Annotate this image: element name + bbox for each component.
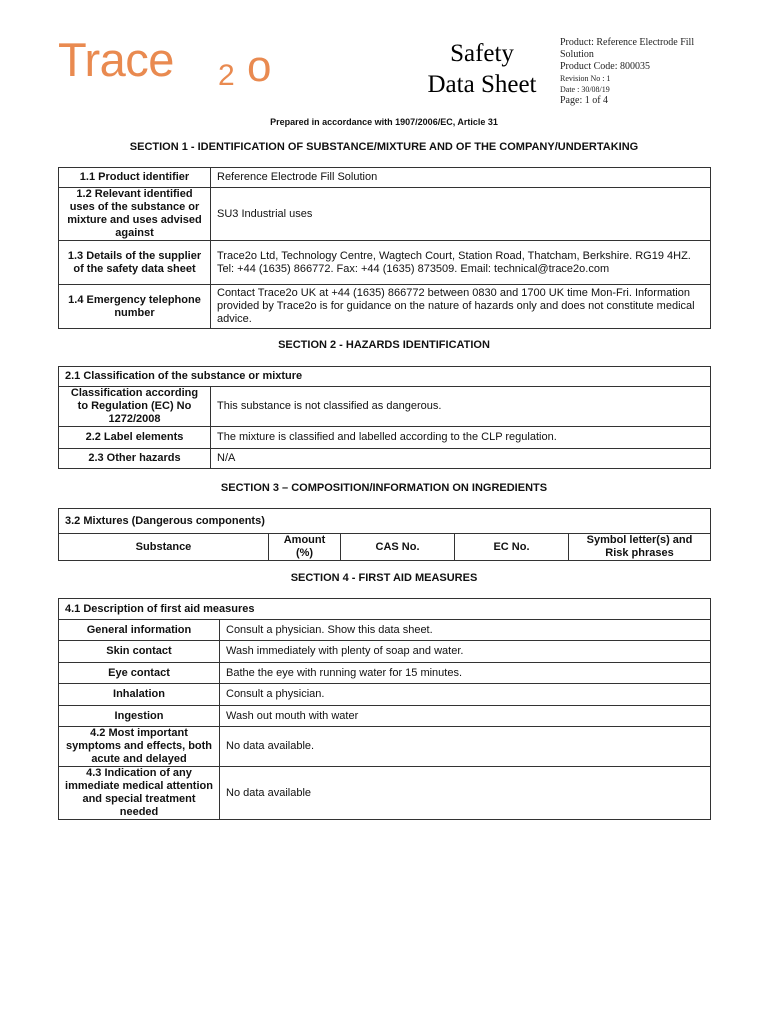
row-label: 2.2 Label elements [59,427,211,449]
table-row [59,285,711,329]
row-label: Classification according to Regulation (EC) No 1272/2008 [59,387,211,427]
row-label: 2.3 Other hazards [59,449,211,469]
title-line-2: Data Sheet [427,71,537,98]
subsection-header: 4.1 Description of first aid measures [59,599,711,620]
subsection-header: 3.2 Mixtures (Dangerous components) [59,509,711,534]
document-meta [560,37,730,107]
section-4-table [58,598,711,820]
table-row [59,387,711,427]
table-row [59,241,711,285]
section-1-title: SECTION 1 - IDENTIFICATION OF SUBSTANCE/MIXTURE AND OF THE COMPANY/UNDERTAKING [129,141,639,153]
row-value: Bathe the eye with running water for 15 minutes. [220,663,711,684]
row-label: 1.2 Relevant identified uses of the substance or mixture and uses advised against [59,188,211,241]
row-value: The mixture is classified and labelled according to the CLP regulation. [211,427,711,449]
logo-subscript: 2 [218,59,235,92]
title-line-1: Safety [450,40,514,67]
row-value: No data available. [220,727,711,767]
document-date: Date : 30/08/19 [560,85,610,94]
section-3-table [58,508,711,561]
page-number: Page: 1 of 4 [560,95,609,106]
section-2-title: SECTION 2 - HAZARDS IDENTIFICATION [278,339,490,351]
row-value: Reference Electrode Fill Solution [211,168,711,188]
table-row [59,641,711,663]
section-1-table [58,167,711,329]
table-header-row [59,509,711,534]
table-row [59,727,711,767]
table-row [59,427,711,449]
row-label: 1.4 Emergency telephone number [59,285,211,329]
row-label: 1.3 Details of the supplier of the safety data sheet [59,241,211,285]
column-header-row [59,534,711,561]
row-value: No data available [220,767,711,820]
revision-number: Revision No : 1 [560,74,611,83]
table-row [59,620,711,641]
row-value: SU3 Industrial uses [211,188,711,241]
row-label: Eye contact [59,663,220,684]
column-header-substance: Substance [59,534,269,561]
table-row [59,168,711,188]
row-value: Consult a physician. Show this data sheet. [220,620,711,641]
row-label: General information [59,620,220,641]
column-header-ec: EC No. [455,534,569,561]
table-header-row [59,367,711,387]
row-value: Consult a physician. [220,684,711,706]
table-row [59,449,711,469]
section-2-table [58,366,711,469]
subsection-header: 2.1 Classification of the substance or mixture [59,367,711,387]
row-value: Wash immediately with plenty of soap and water. [220,641,711,663]
column-header-amount: Amount (%) [269,534,341,561]
table-row [59,663,711,684]
table-row [59,706,711,727]
logo-wordmark: Trace [58,33,174,86]
column-header-cas: CAS No. [341,534,455,561]
row-value: Contact Trace2o UK at +44 (1635) 866772 between 0830 and 1700 UK time Mon-Fri. Information provided by Trace2o is for guidance on the nature of hazards only and does not constitute medical advice. [211,285,711,329]
row-label: Ingestion [59,706,220,727]
row-value: This substance is not classified as dangerous. [211,387,711,427]
row-label: Inhalation [59,684,220,706]
row-label: Skin contact [59,641,220,663]
table-row [59,684,711,706]
table-row [59,188,711,241]
row-value: Trace2o Ltd, Technology Centre, Wagtech Court, Station Road, Thatcham, Berkshire. RG19 4HZ. Tel: +44 (1635) 866772. Fax: +44 (1635) 873509. Email: technical@trace2o.com [211,241,711,285]
table-row [59,767,711,820]
column-header-symbol: Symbol letter(s) and Risk phrases [569,534,711,561]
row-value: Wash out mouth with water [220,706,711,727]
section-4-title: SECTION 4 - FIRST AID MEASURES [290,572,478,584]
logo-o: o [247,42,272,91]
row-value: N/A [211,449,711,469]
prepared-note: Prepared in accordance with 1907/2006/EC, Article 31 [270,117,498,127]
product-name: Product: Reference Electrode Fill Solution [560,37,695,60]
table-header-row [59,599,711,620]
trace2o-logo [58,30,272,110]
product-code: Product Code: 800035 [560,61,650,72]
row-label: 4.3 Indication of any immediate medical attention and special treatment needed [59,767,220,820]
document-title [412,38,552,100]
row-label: 1.1 Product identifier [59,168,211,188]
row-label: 4.2 Most important symptoms and effects, both acute and delayed [59,727,220,767]
section-3-title: SECTION 3 – COMPOSITION/INFORMATION ON INGREDIENTS [220,482,548,494]
